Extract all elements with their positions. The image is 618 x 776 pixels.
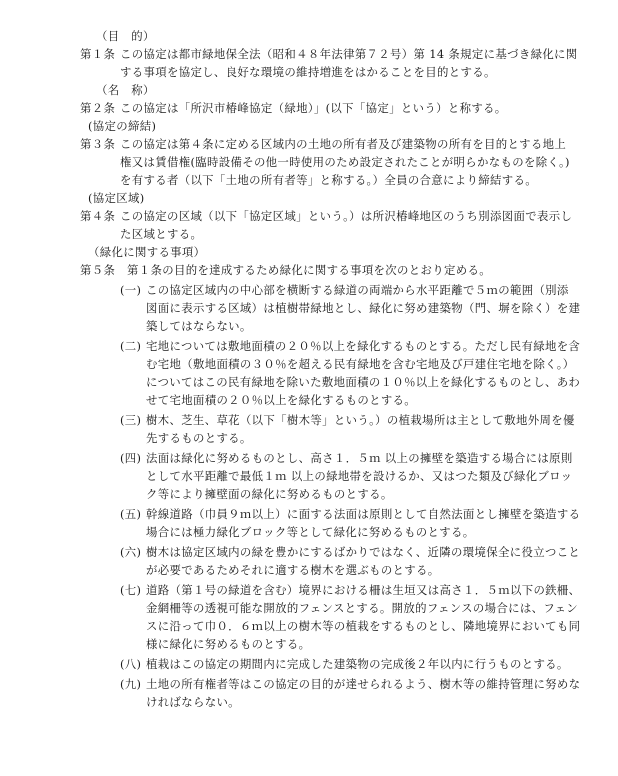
item-text: 場合には極力緑化ブロック等として緑化に努めるものとする。 xyxy=(146,525,475,539)
article-number: 第４条 xyxy=(80,209,116,223)
item-text: 先するものとする。 xyxy=(146,431,252,445)
item-text: 金網柵等の透視可能な開放的フェンスとする。開放的フェンスの場合には、フェン xyxy=(146,601,579,615)
item-text: この協定区域内の中心部を横断する緑道の両端から水平距離で５ｍの範囲（別添 xyxy=(146,283,569,297)
article-text: を有する者（以下「土地の所有者等」と称する。）全員の合意により締結する。 xyxy=(120,173,537,187)
article-text: この協定は都市緑地保全法（昭和４８年法律第７２号）第 14 条規定に基づき緑化に関 xyxy=(120,47,578,61)
article-number: 第３条 xyxy=(80,137,116,151)
section-heading: (協定区域) xyxy=(88,191,145,205)
item-number: (五) xyxy=(120,507,142,521)
item-text: 図面に表示する区域）は植樹帯緑地とし、緑化に努め建築物（門、塀を除く）を建 xyxy=(146,301,581,315)
item-number: (八) xyxy=(120,657,142,671)
item-text: せて宅地面積の２０％以上を緑化するものとする。 xyxy=(146,393,417,407)
article-number: 第１条 xyxy=(80,47,116,61)
section-heading: （緑化に関する事項） xyxy=(88,245,206,259)
item-text: 樹木、芝生、草花（以下「樹木等」という。）の植栽場所は主として敷地外周を優 xyxy=(146,413,575,427)
article-text: この協定は第４条に定める区域内の土地の所有者及び建築物の所有を目的とする地上 xyxy=(120,137,567,151)
item-number: (二) xyxy=(120,339,142,353)
item-text: ク等により擁壁面の緑化に努めるものとする。 xyxy=(146,487,393,501)
item-number: (六) xyxy=(120,545,142,559)
section-heading: （名 称） xyxy=(96,83,155,97)
item-text: が必要であるためそれに適する樹木を選ぶものとする。 xyxy=(146,563,440,577)
item-text: 樹木は協定区域内の緑を豊かにするばかりではなく、近隣の環境保全に役立つこと xyxy=(146,545,581,559)
item-text: についてはこの民有緑地を除いた敷地面積の１０％以上を緑化するものとし、あわ xyxy=(146,375,581,389)
item-text: 法面は緑化に努めるものとし、高さ１．５ｍ 以上の擁壁を築造する場合には原則 xyxy=(146,451,573,465)
article-text: この協定は「所沢市椿峰協定（緑地）」(以下「協定」という）と称する。 xyxy=(120,101,507,115)
article-text: する事項を協定し、良好な環境の維持増進をはかることを目的とする。 xyxy=(120,65,496,79)
item-text: む宅地（敷地面積の３０％を超える民有緑地を含む宅地及び戸建住宅地を除く。） xyxy=(146,357,575,371)
item-number: (九) xyxy=(120,677,142,691)
item-text: 土地の所有権者等はこの協定の目的が達せられるよう、樹木等の維持管理に努めな xyxy=(146,677,581,691)
article-number: 第５条 xyxy=(80,263,116,277)
section-heading: （目 的） xyxy=(96,29,155,43)
item-text: 道路（第１号の緑道を含む）境界における柵は生垣又は高さ１．５ｍ以下の鉄柵、 xyxy=(146,583,581,597)
item-text: 築してはならない。 xyxy=(146,319,252,333)
article-number: 第２条 xyxy=(80,101,116,115)
item-number: (七) xyxy=(120,583,142,597)
item-text: 植栽はこの協定の期間内に完成した建築物の完成後２年以内に行うものとする。 xyxy=(146,657,569,671)
item-text: スに沿って巾０．６ｍ以上の樹木等の植栽をするものとし、隣地境界においても同 xyxy=(146,619,581,633)
item-number: (三) xyxy=(120,413,142,427)
item-text: として水平距離で最低１ｍ 以上の緑地帯を設けるか、又はつた類及び緑化ブロッ xyxy=(146,469,573,483)
item-text: 幹線道路（巾員９ｍ以上）に面する法面は原則として自然法面とし擁壁を築造する xyxy=(146,507,581,521)
item-text: 宅地については敷地面積の２０％以上を緑化するものとする。ただし民有緑地を含 xyxy=(146,339,581,353)
article-text: この協定の区域（以下「協定区域」という。）は所沢椿峰地区のうち別添図面で表示し xyxy=(120,209,573,223)
section-heading: (協定の締結) xyxy=(88,119,157,133)
item-text: 様に緑化に努めるものとする。 xyxy=(146,637,311,651)
article-text: 第１条の目的を達成するため緑化に関する事項を次のとおり定める。 xyxy=(127,263,491,277)
item-text: ければならない。 xyxy=(146,695,240,709)
item-number: (一) xyxy=(120,283,142,297)
item-number: (四) xyxy=(120,451,142,465)
article-text: た区域とする。 xyxy=(120,227,203,241)
article-text: 権又は賃借権(臨時設備その他一時使用のため設定されたことが明らかなものを除く。) xyxy=(120,155,570,169)
